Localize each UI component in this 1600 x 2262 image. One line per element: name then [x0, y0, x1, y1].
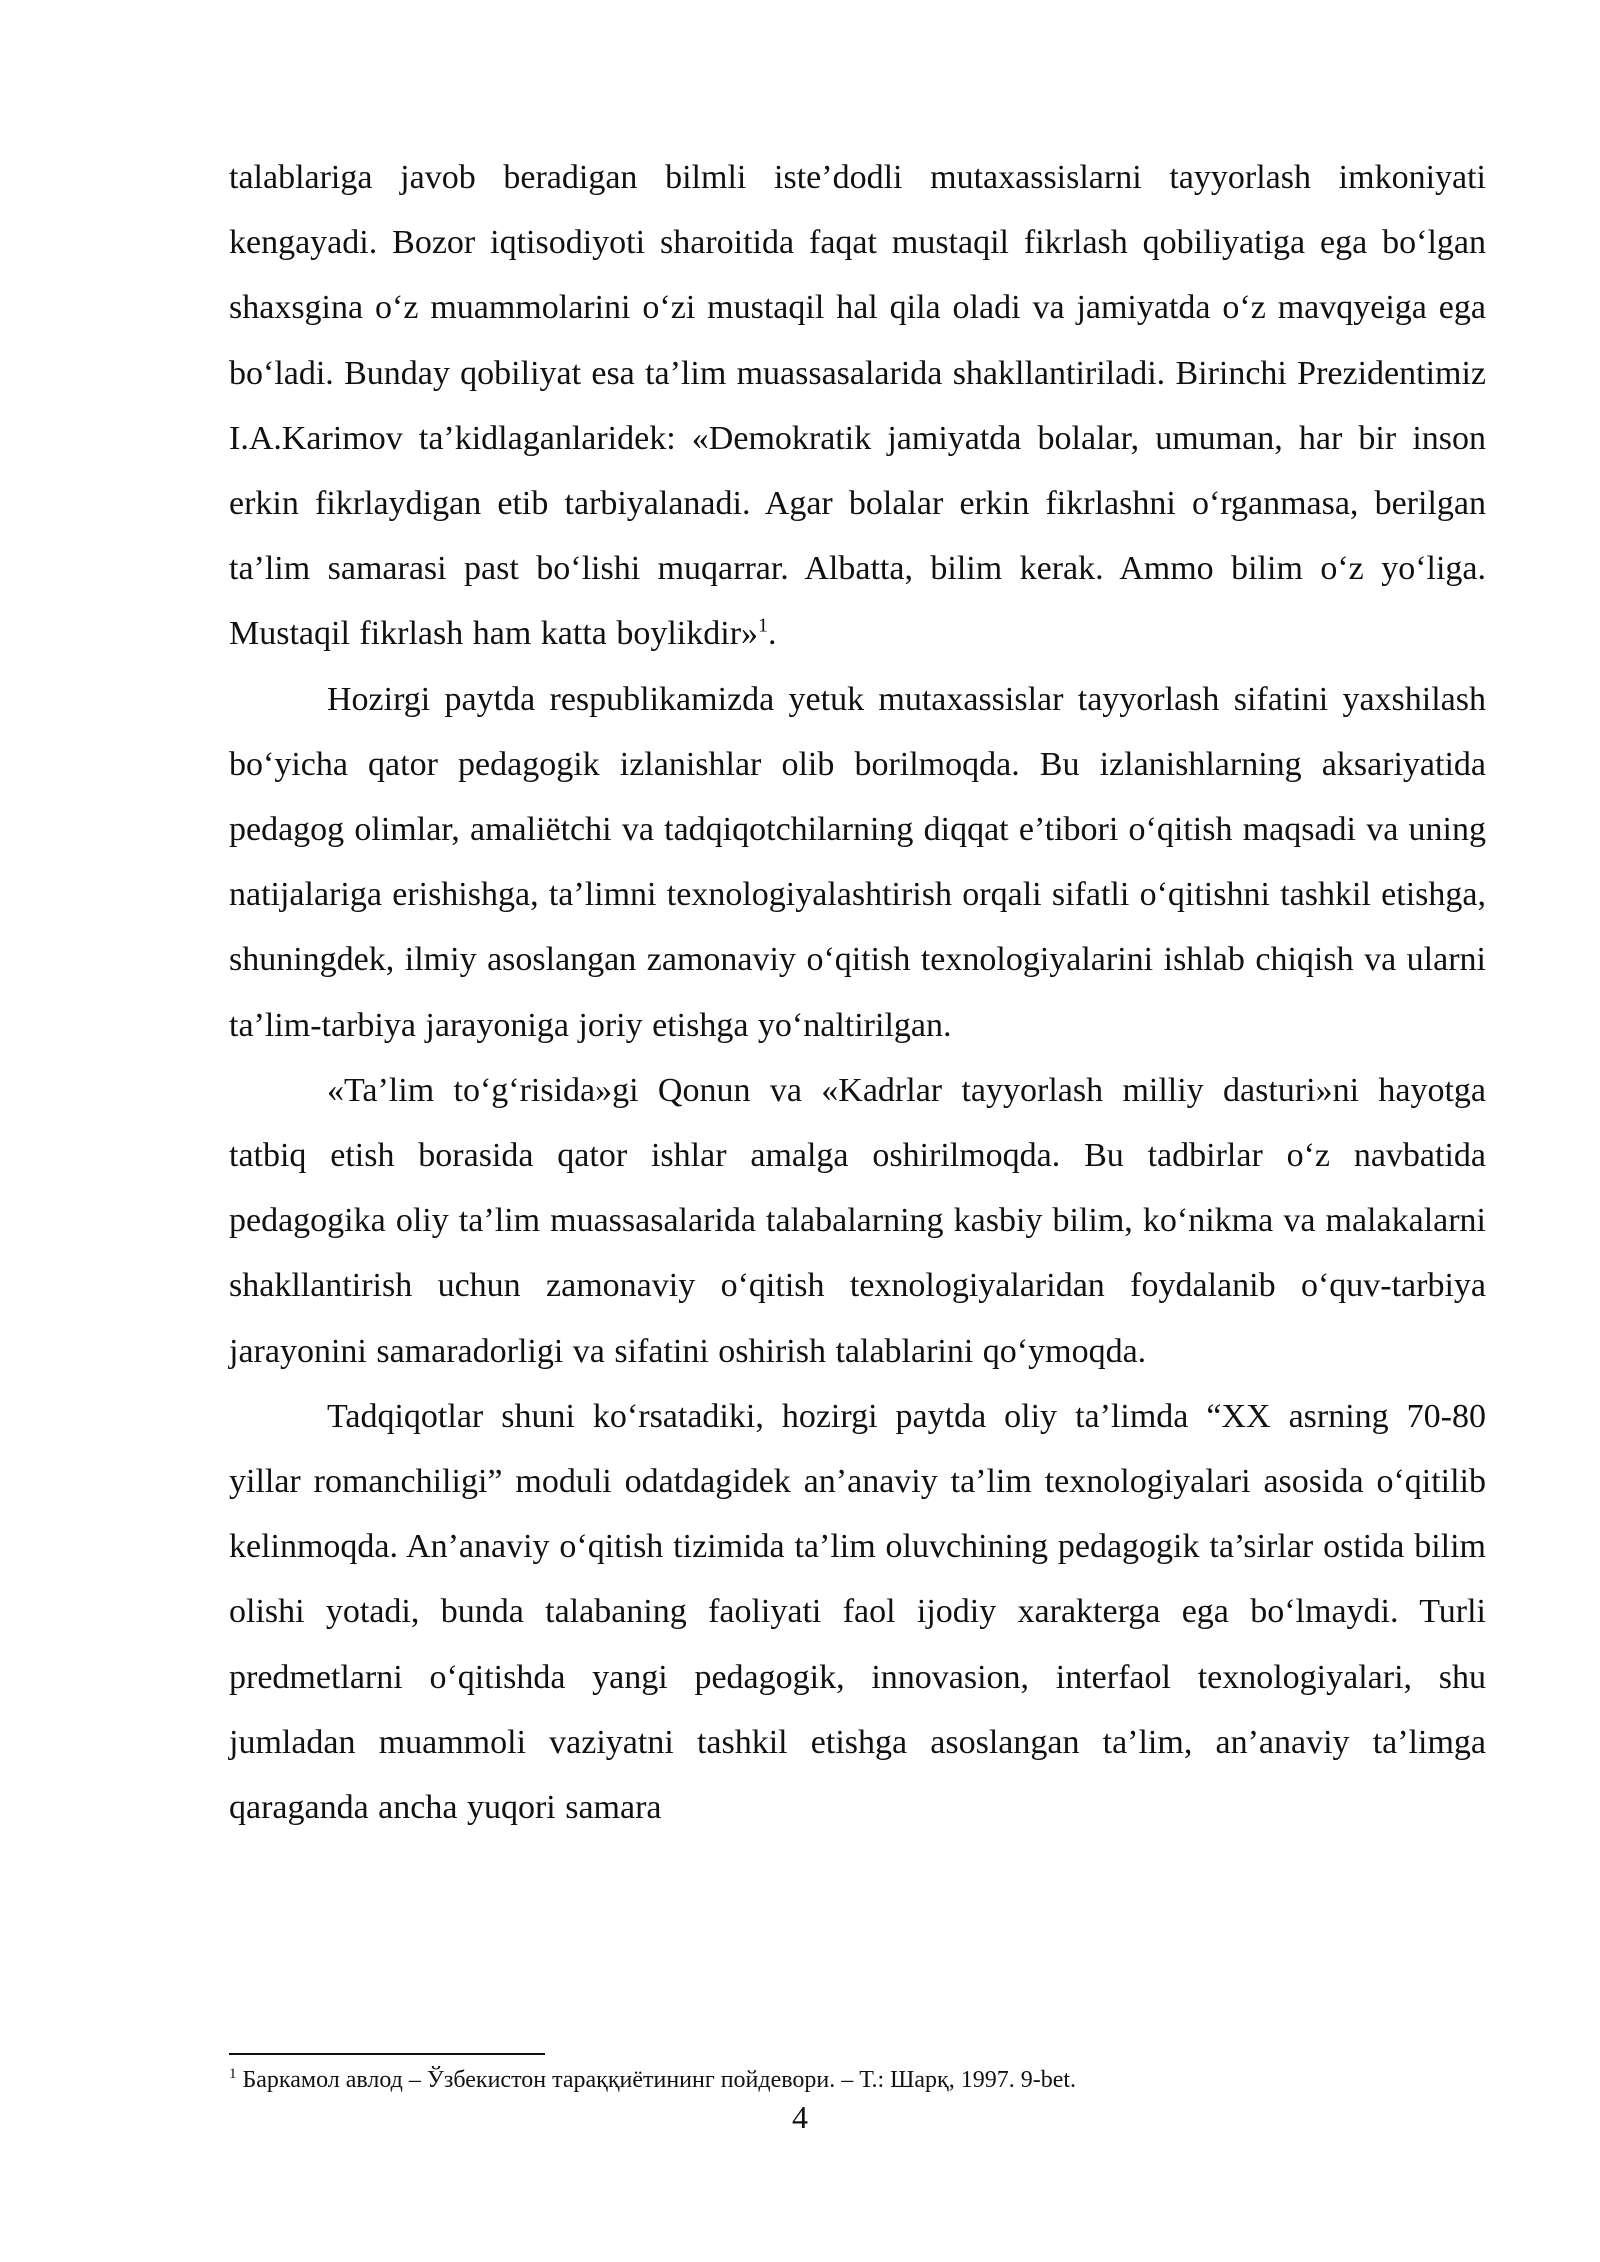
- paragraph: «Ta’lim to‘g‘risida»gi Qonun va «Kadrlar tayyorlash milliy dasturi»ni hayotga tatbiq etish borasida qator ishlar amalga oshirilmoqda. Bu tadbirlar o‘z navbatida pedagogika oliy ta’lim muassasalarida talabalarning kasbiy bilim, ko‘nikma va malakalarni shakllantirish uchun zamonaviy o‘qitish texnologiyalaridan foydalanib o‘quv-tarbiya jarayonini samaradorligi va sifatini oshirish talablarini qo‘ymoqda.: [229, 1071, 1486, 1370]
- paragraph-tail: .: [768, 615, 777, 653]
- paragraph-continued: [229, 145, 1486, 667]
- page-number: 4: [792, 2099, 808, 2135]
- footnote-mark: 1: [229, 2066, 237, 2082]
- footnote: [229, 2065, 1486, 2095]
- document-body: [229, 145, 1486, 1840]
- footnote-separator: [229, 2053, 545, 2055]
- footnote-text: Баркамол авлод – Ўзбекистон тараққиётининг пойдевори. – Т.: Шарқ, 1997. 9-bet.: [236, 2067, 1077, 2093]
- paragraph: Hozirgi paytda respublikamizda yetuk mutaxassislar tayyorlash sifatini yaxshilash bo‘yicha qator pedagogik izlanishlar olib borilmoqda. Bu izlanishlarning aksariyatida pedagog olimlar, amaliëtchi va tadqiqotchilarning diqqat e’tibori o‘qitish maqsadi va uning natijalariga erishishga, ta’limni texnologiyalashtirish orqali sifatli o‘qitishni tashkil etishga, shuningdek, ilmiy asoslangan zamonaviy o‘qitish texnologiyalarini ishlab chiqish va ularni ta’lim-tarbiya jarayoniga joriy etishga yo‘naltirilgan.: [229, 680, 1486, 1044]
- paragraph-text: talablariga javob beradigan bilmli iste’dodli mutaxassislarni tayyorlash imkoniyati kengayadi. Bozor iqtisodiyoti sharoitida faqat mustaqil fikrlash qobiliyatiga ega bo‘lgan shaxsgina o‘z muammolarini o‘zi mustaqil hal qila oladi va jamiyatda o‘z mavqyeiga ega bo‘ladi. Bunday qobiliyat esa ta’lim muassasalarida shakllantiriladi. Birinchi Prezidentimiz I.A.Karimov ta’kidlaganlaridek: «Demokratik jamiyatda bolalar, umuman, har bir inson erkin fikrlaydigan etib tarbiyalanadi. Agar bolalar erkin fikrlashni o‘rganmasa, berilgan ta’lim samarasi past bo‘lishi muqarrar. Albatta, bilim kerak. Ammo bilim o‘z yo‘liga. Mustaqil fikrlash ham katta boylikdir»: [229, 159, 1486, 653]
- paragraph: Tadqiqotlar shuni ko‘rsatadiki, hozirgi paytda oliy ta’limda “XX asrning 70-80 yillar romanchiligi” moduli odatdagidek an’anaviy ta’lim texnologiyalari asosida o‘qitilib kelinmoqda. An’anaviy o‘qitish tizimida ta’lim oluvchining pedagogik ta’sirlar ostida bilim olishi yotadi, bunda talabaning faoliyati faol ijodiy xarakterga ega bo‘lmaydi. Turli predmetlarni o‘qitishda yangi pedagogik, innovasion, interfaol texnologiyalari, shu jumladan muammoli vaziyatni tashkil etishga asoslangan ta’lim, an’anaviy ta’limga qaraganda ancha yuqori samara: [229, 1397, 1486, 1827]
- footnote-reference[interactable]: 1: [758, 615, 769, 638]
